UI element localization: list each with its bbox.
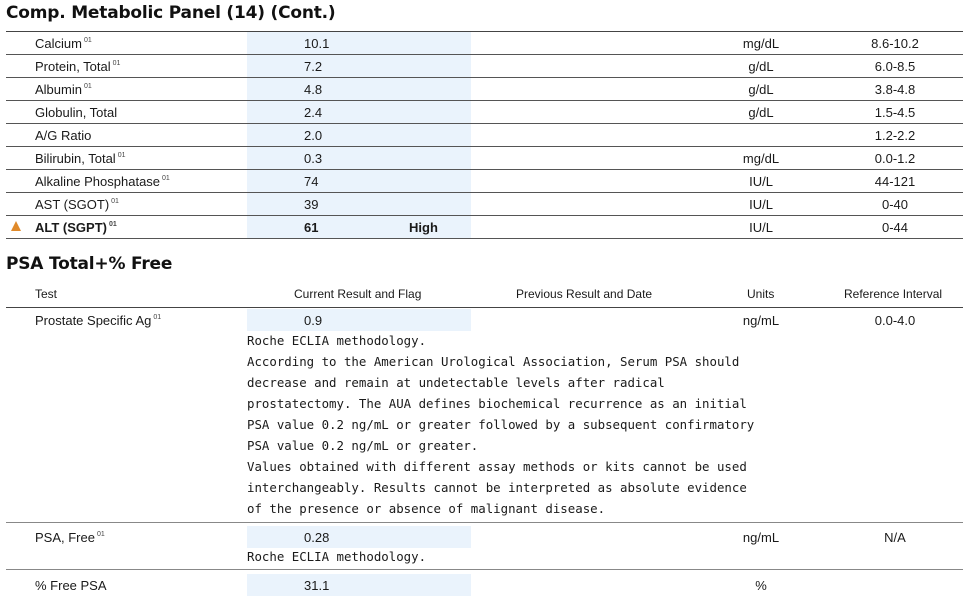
test-name: A/G Ratio <box>35 128 92 143</box>
test-name: Bilirubin, Total $^{01}$ <box>35 151 126 166</box>
reference-interval: 0.0-1.2 <box>874 151 916 166</box>
footnote-marker: 01 <box>96 531 105 538</box>
result-value: 2.4 <box>304 105 323 120</box>
result-value: 74 <box>304 174 319 189</box>
reference-interval: 0-40 <box>881 197 909 212</box>
table-row <box>6 55 963 78</box>
result-value: 4.8 <box>304 82 323 97</box>
warning-triangle-icon <box>11 221 21 231</box>
reference-interval: 0.0-4.0 <box>874 313 916 328</box>
row-divider <box>6 238 963 239</box>
psa-comment: Roche ECLIA methodology. According to the American Urological Association, Serum PSA should decrease and remain at undetectable levels after radical prostatectomy. The AUA defines biochemical recurrence as an initial PSA value 0.2 ng/mL or greater followed by a subsequent confirmatory PSA value 0.2 ng/mL or greater. Values obtained with different assay methods or kits cannot be used interchangeably. Results cannot be interpreted as absolute evidence of the presence or absence of malignant disease. <box>247 333 755 516</box>
result-highlight <box>247 101 471 123</box>
psa-section-title: PSA Total+% Free <box>6 254 173 274</box>
header-current-result: Current Result and Flag <box>294 287 422 301</box>
result-value: 0.3 <box>304 151 323 166</box>
test-name: ALT (SGPT) $^{01}$ <box>35 220 117 235</box>
units: IU/L <box>749 174 773 189</box>
result-highlight <box>247 78 471 100</box>
result-highlight <box>247 309 471 331</box>
units: g/dL <box>748 82 774 97</box>
footnote-marker: 01 <box>83 37 92 44</box>
row-divider <box>6 569 963 570</box>
footnote-marker: 01 <box>111 198 119 205</box>
result-value: 31.1 <box>304 578 330 593</box>
result-highlight <box>247 193 471 215</box>
table-row <box>6 309 963 332</box>
result-highlight <box>247 526 471 548</box>
result-value: 0.9 <box>304 313 323 328</box>
reference-interval: N/A <box>884 530 906 545</box>
test-name: % Free PSA <box>35 578 107 593</box>
result-highlight <box>247 574 471 596</box>
reference-interval: 44-121 <box>874 174 916 189</box>
reference-interval: 0-44 <box>881 220 909 235</box>
result-highlight <box>247 170 471 192</box>
footnote-marker: 01 <box>108 221 117 228</box>
reference-interval: 1.2-2.2 <box>874 128 916 143</box>
test-name: Albumin $^{01}$ <box>35 82 92 97</box>
psa-header-rule <box>6 307 963 308</box>
result-value: 0.28 <box>304 530 330 545</box>
header-units: Units <box>747 287 775 301</box>
units: mg/dL <box>742 151 780 166</box>
units: IU/L <box>749 197 773 212</box>
footnote-marker: 01 <box>112 60 121 67</box>
footnote-marker: 01 <box>117 152 126 159</box>
table-row <box>6 170 963 193</box>
result-highlight <box>247 32 471 54</box>
test-name: Prostate Specific Ag $^{01}$ <box>35 313 162 328</box>
table-row <box>6 147 963 170</box>
header-reference-interval: Reference Interval <box>844 287 943 301</box>
table-row <box>6 32 963 55</box>
table-row <box>6 216 963 239</box>
table-row <box>6 78 963 101</box>
cmp-section-title: Comp. Metabolic Panel (14) (Cont.) <box>6 3 336 23</box>
result-value: 2.0 <box>304 128 323 143</box>
units: mg/dL <box>742 36 780 51</box>
result-value: 7.2 <box>304 59 323 74</box>
footnote-marker: 01 <box>83 83 92 90</box>
row-divider <box>6 522 963 523</box>
reference-interval: 8.6-10.2 <box>871 36 919 51</box>
table-row <box>6 574 963 597</box>
test-name: AST (SGOT) $^{01}$ <box>35 197 119 212</box>
header-previous-result: Previous Result and Date <box>516 287 653 301</box>
test-name: Globulin, Total <box>35 105 118 120</box>
reference-interval: 1.5-4.5 <box>874 105 916 120</box>
result-value: 61 <box>304 220 319 235</box>
header-test: Test <box>35 287 58 301</box>
reference-interval: 3.8-4.8 <box>874 82 916 97</box>
result-highlight <box>247 55 471 77</box>
table-row <box>6 101 963 124</box>
psa-column-headers <box>6 287 963 305</box>
test-name: Protein, Total $^{01}$ <box>35 59 121 74</box>
units: IU/L <box>749 220 773 235</box>
result-value: 10.1 <box>304 36 330 51</box>
result-flag: High <box>409 220 438 235</box>
table-row <box>6 193 963 216</box>
test-name: PSA, Free $^{01}$ <box>35 530 105 545</box>
test-name: Alkaline Phosphatase $^{01}$ <box>35 174 170 189</box>
test-name: Calcium $^{01}$ <box>35 36 92 51</box>
table-row <box>6 526 963 549</box>
units: g/dL <box>748 105 774 120</box>
table-row <box>6 124 963 147</box>
footnote-marker: 01 <box>153 314 162 321</box>
units: ng/mL <box>742 530 780 545</box>
units: g/dL <box>748 59 774 74</box>
reference-interval: 6.0-8.5 <box>874 59 916 74</box>
result-highlight <box>247 147 471 169</box>
free-psa-comment: Roche ECLIA methodology. <box>247 549 427 564</box>
result-value: 39 <box>304 197 319 212</box>
units: ng/mL <box>742 313 780 328</box>
footnote-marker: 01 <box>162 175 170 182</box>
result-highlight <box>247 124 471 146</box>
units: % <box>755 578 767 593</box>
